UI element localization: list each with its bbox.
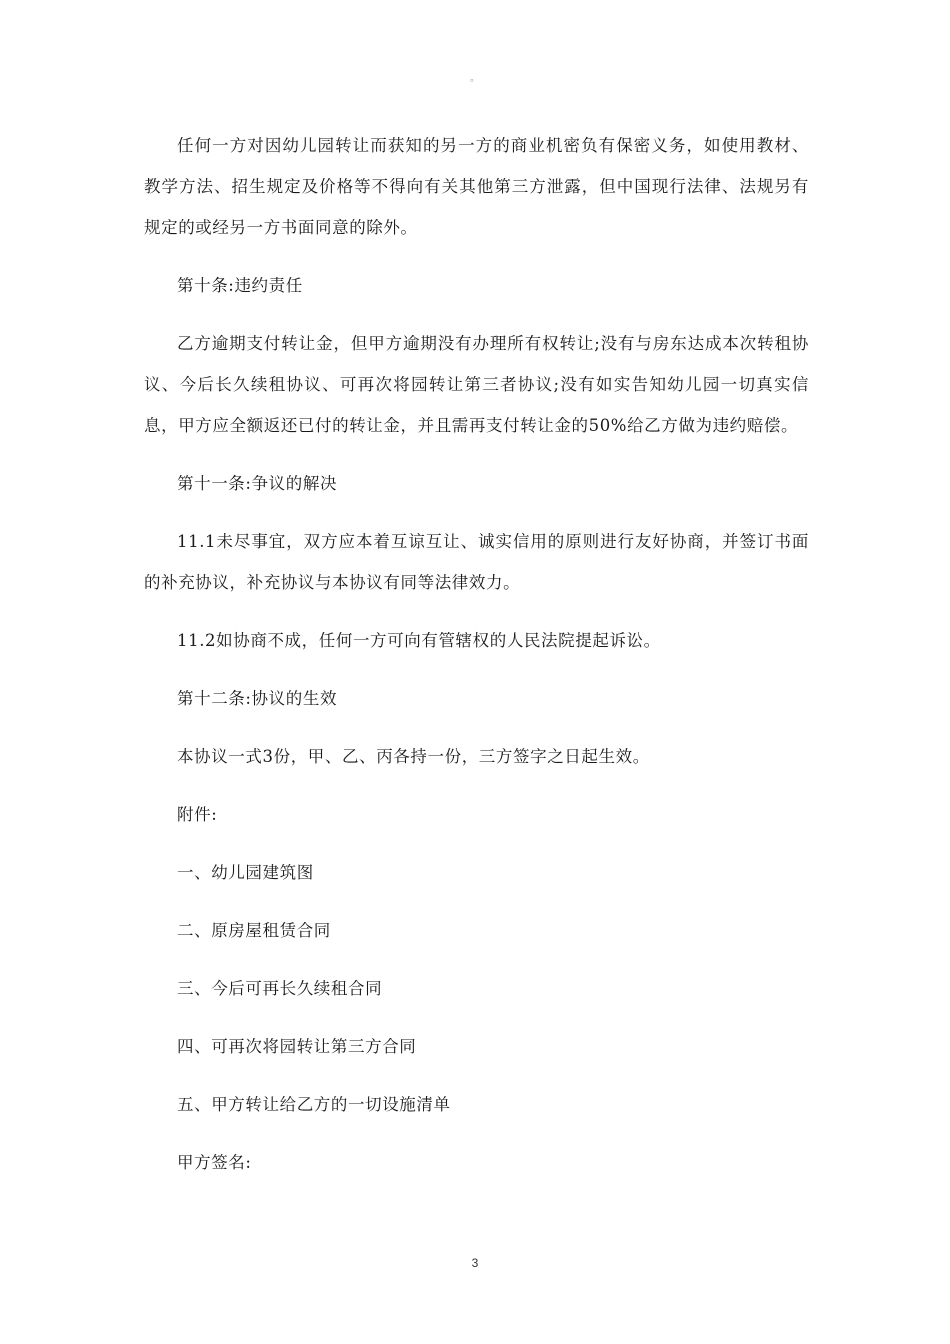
attachment-item: 二、原房屋租赁合同 bbox=[177, 921, 331, 940]
document-body bbox=[144, 125, 809, 1183]
heading-article-11: 第十一条:争议的解决 bbox=[177, 474, 338, 493]
signature-line-party-a: 甲方签名: bbox=[177, 1153, 252, 1172]
paragraph-confidentiality: 任何一方对因幼儿园转让而获知的另一方的商业机密负有保密义务，如使用教材、教学方法、招生规定及价格等不得向有关其他第三方泄露，但中国现行法律、法规另有规定的或经另一方书面同意的除外。 bbox=[144, 136, 809, 237]
paragraph-11-1: 11.1未尽事宜，双方应本着互谅互让、诚实信用的原则进行友好协商，并签订书面的补充协议，补充协议与本协议有同等法律效力。 bbox=[144, 532, 809, 592]
paragraph-breach-liability: 乙方逾期支付转让金，但甲方逾期没有办理所有权转让;没有与房东达成本次转租协议、今后长久续租协议、可再次将园转让第三者协议;没有如实告知幼儿园一切真实信息，甲方应全额返还已付的转让金，并且需再支付转让金的50%给乙方做为违约赔偿。 bbox=[144, 334, 809, 435]
heading-attachments: 附件: bbox=[177, 805, 218, 824]
heading-article-12: 第十二条:协议的生效 bbox=[177, 689, 338, 708]
header-mark: 。 bbox=[470, 73, 480, 84]
heading-article-10: 第十条:违约责任 bbox=[177, 276, 303, 295]
attachment-item: 一、幼儿园建筑图 bbox=[177, 863, 314, 882]
paragraph-11-2: 11.2如协商不成，任何一方可向有管辖权的人民法院提起诉讼。 bbox=[177, 631, 661, 650]
page-number: 3 bbox=[471, 1256, 479, 1270]
attachment-item: 四、可再次将园转让第三方合同 bbox=[177, 1037, 417, 1056]
attachment-item: 三、今后可再长久续租合同 bbox=[177, 979, 383, 998]
attachment-item: 五、甲方转让给乙方的一切设施清单 bbox=[177, 1095, 451, 1114]
paragraph-effectiveness: 本协议一式3份，甲、乙、丙各持一份，三方签字之日起生效。 bbox=[177, 747, 650, 766]
